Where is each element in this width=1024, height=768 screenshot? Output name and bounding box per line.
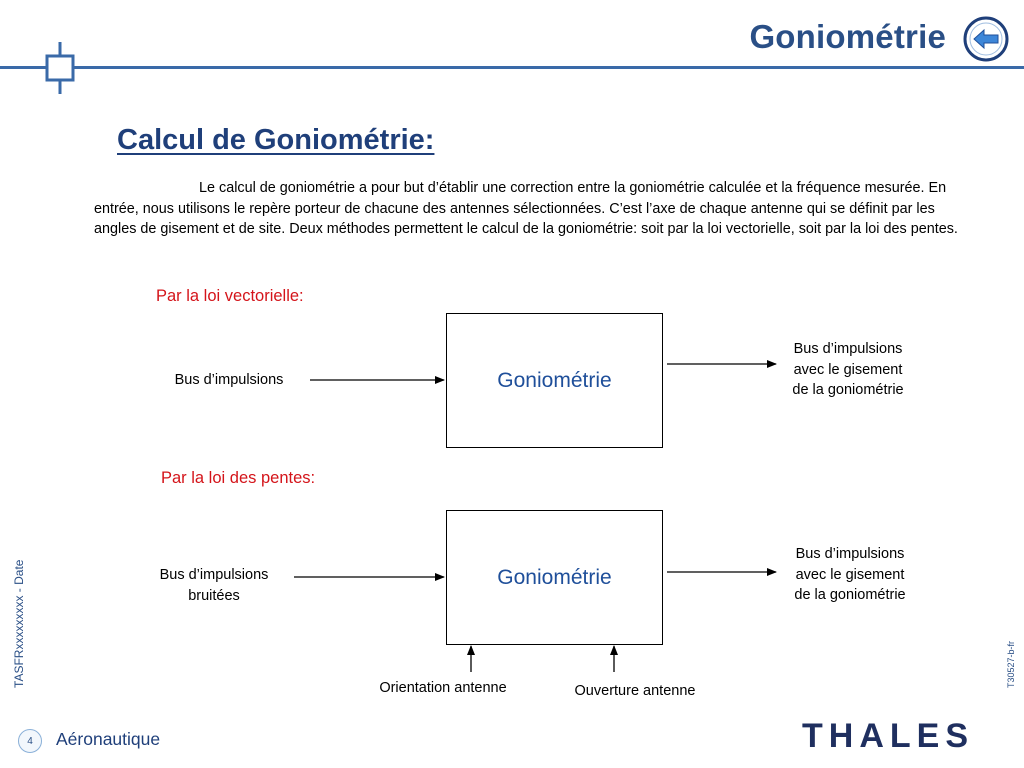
page-number-badge bbox=[18, 729, 42, 753]
page-number: 4 bbox=[27, 735, 33, 747]
header-rule bbox=[0, 66, 1024, 69]
cross-marker-icon bbox=[40, 42, 80, 94]
bottom-input-orientation: Orientation antenne bbox=[379, 680, 507, 696]
header-title: Goniométrie bbox=[749, 18, 946, 55]
section-label-vectorielle: Par la loi vectorielle: bbox=[156, 287, 304, 305]
output-line: avec le gisement bbox=[793, 361, 903, 378]
section-label-pentes: Par la loi des pentes: bbox=[161, 469, 316, 487]
side-reference-right: T30527-b-fr bbox=[1006, 640, 1016, 688]
input-line: bruitées bbox=[188, 587, 240, 604]
output-line: de la goniométrie bbox=[792, 382, 904, 398]
output-line: de la goniométrie bbox=[794, 587, 906, 603]
output-line: avec le gisement bbox=[795, 566, 905, 583]
block-label: Goniométrie bbox=[497, 565, 612, 589]
intro-paragraph: Le calcul de goniométrie a pour but d’établir une correction entre la goniométrie calculée et la fréquence mesurée. En entrée, nous utilisons le repère porteur de chacune des antennes sélectionnées. C’est l’axe de chaque antenne qui se définit par les angles de gisement et de site. Deux méthodes permettent le calcul de la goniométrie: soit par la loi vectorielle, soit par la loi des pentes. bbox=[94, 180, 958, 237]
footer-label: Aéronautique bbox=[56, 729, 161, 749]
input-label: Bus d’impulsions bbox=[174, 372, 284, 388]
goniometrie-block bbox=[446, 510, 663, 645]
back-arrow-icon[interactable] bbox=[962, 15, 1010, 63]
output-label bbox=[770, 339, 926, 401]
input-line: Bus d’impulsions bbox=[159, 567, 269, 583]
svg-text:THALES: THALES bbox=[802, 718, 974, 752]
output-label bbox=[772, 544, 928, 606]
goniometrie-block bbox=[446, 313, 663, 448]
block-label: Goniométrie bbox=[497, 368, 612, 392]
side-reference-left: TASFRxxxxxxxxx - Date bbox=[12, 559, 26, 688]
input-label bbox=[140, 565, 288, 606]
thales-logo bbox=[778, 718, 998, 752]
bottom-input-ouverture: Ouverture antenne bbox=[574, 683, 696, 699]
page-title: Calcul de Goniométrie: bbox=[117, 124, 435, 156]
output-line: Bus d’impulsions bbox=[793, 341, 903, 357]
output-line: Bus d’impulsions bbox=[795, 546, 905, 562]
